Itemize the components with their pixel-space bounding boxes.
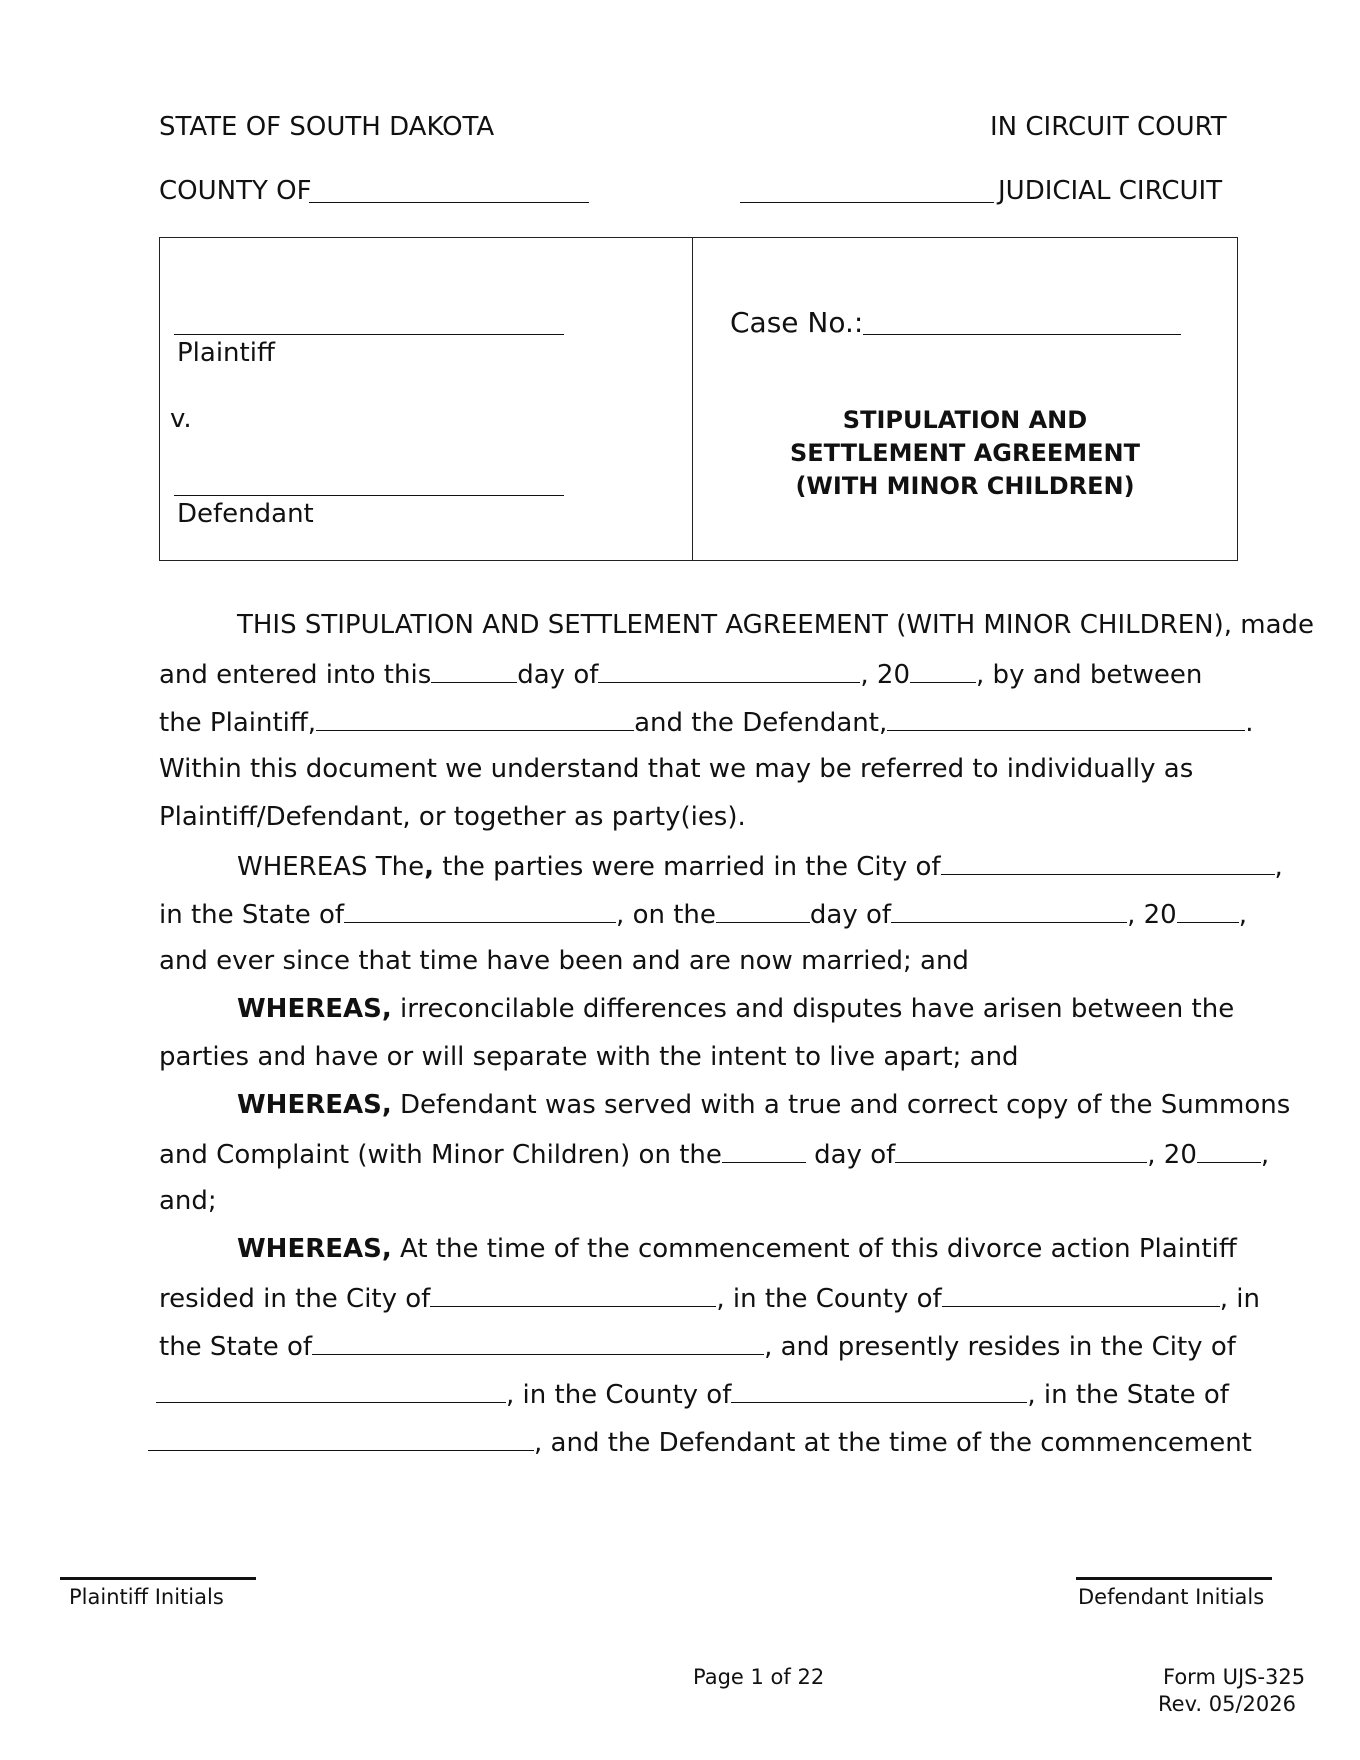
text: , bbox=[1260, 1140, 1270, 1170]
text: . bbox=[1245, 708, 1254, 738]
document-title bbox=[692, 404, 1238, 503]
title-line-2: SETTLEMENT AGREEMENT bbox=[789, 439, 1141, 467]
body-line-12 bbox=[159, 1138, 1269, 1170]
text: irreconcilable differences and disputes have arisen between the bbox=[391, 994, 1235, 1024]
defendant-initials-field[interactable] bbox=[1076, 1577, 1272, 1580]
case-number-label: Case No.: bbox=[730, 306, 864, 339]
state-heading: STATE OF SOUTH DAKOTA bbox=[159, 112, 495, 142]
judicial-circuit-label: JUDICIAL CIRCUIT bbox=[998, 176, 1223, 206]
plaintiff-initials-label: Plaintiff Initials bbox=[69, 1585, 224, 1609]
body-line-4: Within this document we understand that we may be referred to individually as bbox=[159, 754, 1194, 784]
plaintiff-name-field[interactable] bbox=[174, 334, 564, 335]
court-heading: IN CIRCUIT COURT bbox=[990, 112, 1227, 142]
text: WHEREAS, bbox=[237, 1090, 392, 1120]
plaintiff-residence-county-field[interactable] bbox=[942, 1282, 1220, 1307]
body-line-13: and; bbox=[159, 1186, 217, 1216]
text: the Plaintiff, bbox=[159, 708, 317, 738]
text: , bbox=[1238, 900, 1247, 930]
title-line-3: (WITH MINOR CHILDREN) bbox=[795, 472, 1135, 500]
defendant-name-field[interactable] bbox=[174, 495, 564, 496]
text: day of bbox=[517, 660, 599, 690]
body-line-9 bbox=[237, 994, 1234, 1024]
text: , 20 bbox=[860, 660, 911, 690]
text: , 20 bbox=[1127, 900, 1177, 930]
judicial-circuit-field[interactable] bbox=[740, 202, 994, 203]
body-line-11 bbox=[237, 1090, 1290, 1120]
marriage-state-field[interactable] bbox=[344, 898, 616, 923]
case-caption-box bbox=[159, 237, 1238, 561]
defendant-label: Defendant bbox=[177, 499, 314, 529]
service-month-field[interactable] bbox=[895, 1138, 1147, 1163]
defendant-name-inline-field[interactable] bbox=[887, 706, 1245, 731]
body-line-5: Plaintiff/Defendant, or together as party(ies). bbox=[159, 802, 746, 832]
plaintiff-initials-field[interactable] bbox=[60, 1577, 256, 1580]
text: day of bbox=[805, 1140, 896, 1170]
form-revision: Rev. 05/2026 bbox=[1158, 1692, 1296, 1716]
versus-label: v. bbox=[170, 404, 192, 434]
plaintiff-label: Plaintiff bbox=[177, 338, 275, 368]
plaintiff-present-state-field[interactable] bbox=[148, 1426, 534, 1451]
title-line-1: STIPULATION AND bbox=[842, 406, 1088, 434]
text: Defendant was served with a true and correct copy of the Summons bbox=[391, 1090, 1291, 1120]
text: At the time of the commencement of this divorce action Plaintiff bbox=[391, 1234, 1237, 1264]
text: in the State of bbox=[159, 900, 345, 930]
agreement-day-field[interactable] bbox=[431, 658, 517, 683]
form-number: Form UJS-325 bbox=[1163, 1665, 1306, 1689]
body-line-18 bbox=[148, 1426, 1252, 1458]
service-day-field[interactable] bbox=[722, 1138, 806, 1163]
defendant-initials-label: Defendant Initials bbox=[1078, 1585, 1265, 1609]
marriage-day-field[interactable] bbox=[716, 898, 810, 923]
service-year-field[interactable] bbox=[1197, 1138, 1261, 1163]
body-line-16 bbox=[159, 1330, 1236, 1362]
agreement-month-field[interactable] bbox=[598, 658, 860, 683]
plaintiff-residence-state-field[interactable] bbox=[312, 1330, 764, 1355]
text: , in bbox=[1219, 1284, 1260, 1314]
text: , on the bbox=[616, 900, 716, 930]
text: , bbox=[424, 852, 434, 882]
text: , by and between bbox=[976, 660, 1203, 690]
page-number: Page 1 of 22 bbox=[693, 1665, 825, 1689]
text: and Complaint (with Minor Children) on the bbox=[159, 1140, 722, 1170]
body-line-6 bbox=[237, 850, 1283, 882]
body-line-8: and ever since that time have been and are now married; and bbox=[159, 946, 969, 976]
text: resided in the City of bbox=[159, 1284, 431, 1314]
text: the State of bbox=[159, 1332, 313, 1362]
body-line-17 bbox=[156, 1378, 1229, 1410]
text: the parties were married in the City of bbox=[433, 852, 941, 882]
case-number-field[interactable] bbox=[863, 334, 1181, 335]
text: WHEREAS The bbox=[237, 852, 425, 882]
text: , in the County of bbox=[716, 1284, 942, 1314]
county-field[interactable] bbox=[309, 202, 589, 203]
caption-divider bbox=[692, 237, 693, 561]
plaintiff-present-city-field[interactable] bbox=[156, 1378, 506, 1403]
text: and entered into this bbox=[159, 660, 432, 690]
body-line-10: parties and have or will separate with the intent to live apart; and bbox=[159, 1042, 1019, 1072]
text: , and the Defendant at the time of the commencement bbox=[534, 1428, 1252, 1458]
text: WHEREAS, bbox=[237, 994, 392, 1024]
marriage-month-field[interactable] bbox=[891, 898, 1127, 923]
text: , bbox=[1274, 852, 1283, 882]
agreement-year-field[interactable] bbox=[910, 658, 976, 683]
plaintiff-name-inline-field[interactable] bbox=[316, 706, 634, 731]
text: , in the County of bbox=[506, 1380, 732, 1410]
text: and the Defendant, bbox=[634, 708, 888, 738]
body-line-14 bbox=[237, 1234, 1237, 1264]
body-line-1: THIS STIPULATION AND SETTLEMENT AGREEMENT (WITH MINOR CHILDREN), made bbox=[237, 610, 1315, 640]
marriage-city-field[interactable] bbox=[941, 850, 1275, 875]
text: , and presently resides in the City of bbox=[764, 1332, 1236, 1362]
county-label: COUNTY OF bbox=[159, 176, 312, 206]
text: , 20 bbox=[1147, 1140, 1197, 1170]
marriage-year-field[interactable] bbox=[1177, 898, 1239, 923]
plaintiff-residence-city-field[interactable] bbox=[430, 1282, 716, 1307]
text: WHEREAS, bbox=[237, 1234, 392, 1264]
body-line-7 bbox=[159, 898, 1247, 930]
body-line-2 bbox=[159, 658, 1202, 690]
body-line-3 bbox=[159, 706, 1253, 738]
text: day of bbox=[809, 900, 892, 930]
body-line-15 bbox=[159, 1282, 1260, 1314]
plaintiff-present-county-field[interactable] bbox=[731, 1378, 1027, 1403]
text: , in the State of bbox=[1027, 1380, 1229, 1410]
